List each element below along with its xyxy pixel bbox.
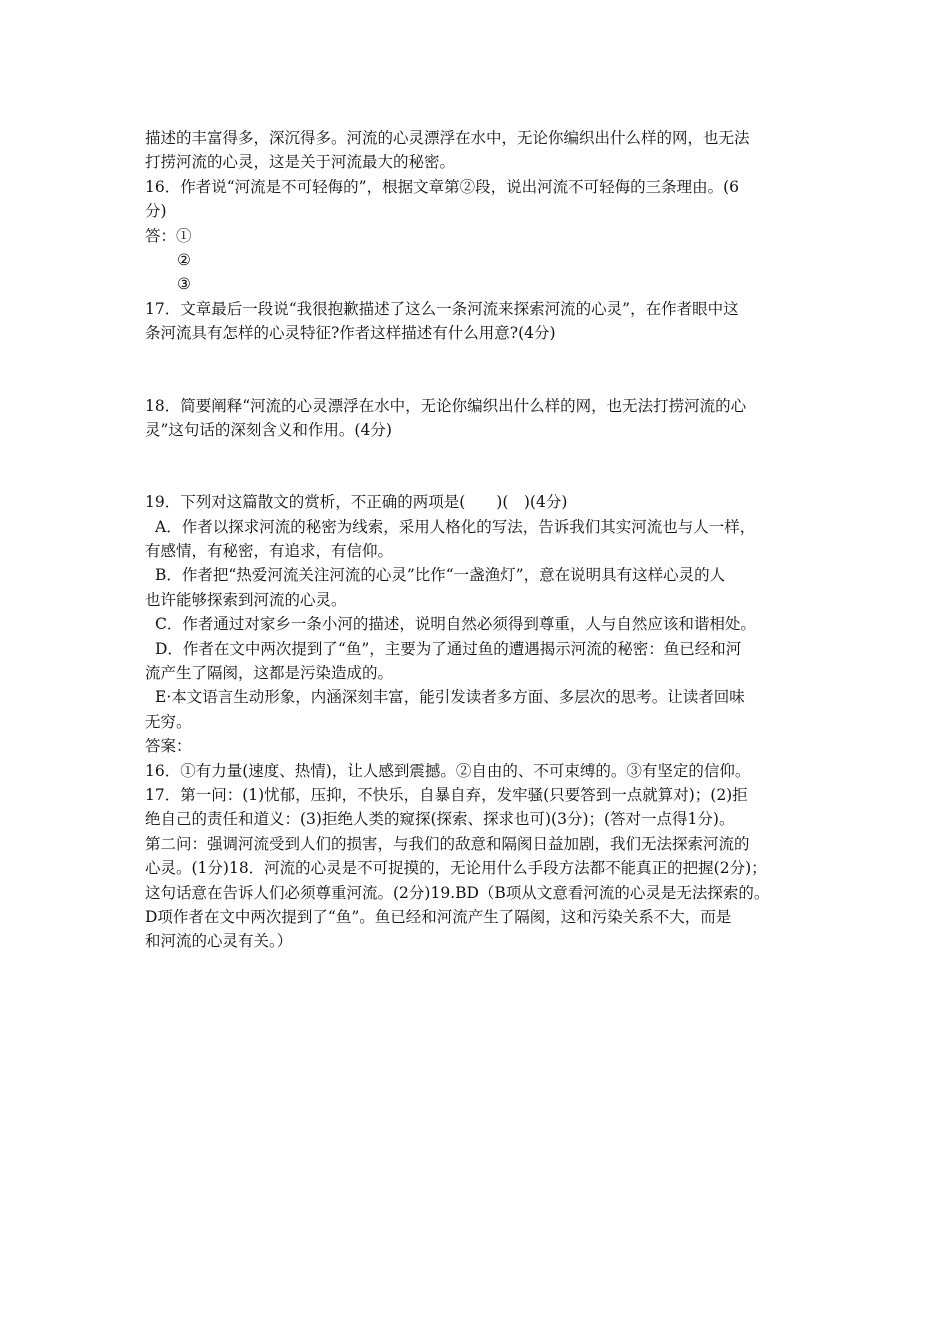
passage-tail: [145, 126, 815, 175]
option-d: D．作者在文中两次提到了“鱼”，主要为了通过鱼的遭遇揭示河流的秘密：鱼已经和河: [155, 639, 742, 658]
question-18: [145, 394, 815, 443]
question-18-text: 灵”这句话的深刻含义和作用。(4分): [145, 420, 392, 439]
option-e: E·本文语言生动形象，内涵深刻丰富，能引发读者多方面、多层次的思考。让读者回味: [155, 688, 745, 707]
answer-key-line: 心灵。(1分)18．河流的心灵是不可捉摸的，无论用什么手段方法都不能真正的把握(2分)；: [145, 859, 767, 878]
answer-key-line: 第二问：强调河流受到人们的损害，与我们的敌意和隔阂日益加剧，我们无法探索河流的: [145, 834, 750, 853]
question-16-text: 16．作者说“河流是不可轻侮的”，根据文章第②段，说出河流不可轻侮的三条理由。(6: [145, 177, 739, 196]
question-16-text: 分): [145, 202, 167, 221]
option-c: C．作者通过对家乡一条小河的描述，说明自然必须得到尊重，人与自然应该和谐相处。: [155, 615, 756, 634]
option-b: B．作者把“热爱河流关注河流的心灵”比作“一盏渔灯”，意在说明具有这样心灵的人: [155, 566, 726, 585]
answer-key-line: 17．第一问：(1)忧郁，压抑，不快乐，自暴自弃，发牢骚(只要答到一点就算对)；(2)拒: [145, 785, 748, 804]
option-a-cont: 有感情，有秘密，有追求，有信仰。: [145, 542, 394, 561]
question-17-text: 17．文章最后一段说“我很抱歉描述了这么一条河流来探索河流的心灵”，在作者眼中这: [145, 299, 739, 318]
option-e-cont: 无穷。: [145, 712, 192, 731]
option-a: A．作者以探求河流的秘密为线索，采用人格化的写法，告诉我们其实河流也与人一样，: [155, 517, 756, 536]
option-b-cont: 也许能够探索到河流的心灵。: [145, 590, 347, 609]
answer-key-heading: 答案：: [145, 737, 192, 756]
passage-line: 描述的丰富得多，深沉得多。河流的心灵漂浮在水中，无论你编织出什么样的网，也无法: [145, 129, 750, 147]
answer-space: [145, 442, 815, 490]
answer-label: 答：①: [145, 226, 192, 245]
answer-key-line: 和河流的心灵有关。）: [145, 932, 293, 951]
answer-space: [145, 346, 815, 394]
answer-key-line: 这句话意在告诉人们必须尊重河流。(2分)19.BD（B项从文意看河流的心灵是无法探索的。: [145, 883, 770, 902]
answer-key-line: D项作者在文中两次提到了“鱼”。鱼已经和河流产生了隔阂，这和污染关系不大，而是: [145, 907, 732, 926]
question-19-stem: 19．下列对这篇散文的赏析，不正确的两项是( )( )(4分): [145, 493, 568, 512]
option-d-cont: 流产生了隔阂，这都是污染造成的。: [145, 664, 394, 683]
question-16: [145, 175, 815, 297]
question-18-text: 18．简要阐释“河流的心灵漂浮在水中，无论你编织出什么样的网，也无法打捞河流的心: [145, 396, 747, 415]
answer-key-line: 16．①有力量(速度、热情)，让人感到震撼。②自由的、不可束缚的。③有坚定的信仰。: [145, 761, 751, 780]
question-17-text: 条河流具有怎样的心灵特征?作者这样描述有什么用意?(4分): [145, 324, 556, 343]
answer-key: [145, 734, 815, 954]
document-page: [145, 126, 815, 954]
passage-line: 打捞河流的心灵，这是关于河流最大的秘密。: [145, 153, 456, 172]
answer-key-line: 绝自己的责任和道义：(3)拒绝人类的窥探(探索、探求也可)(3分)；(答对一点得1分)。: [145, 810, 735, 829]
question-19: [145, 490, 815, 734]
answer-blank-3: ③: [177, 275, 191, 294]
answer-blank-2: ②: [177, 250, 191, 269]
question-17: [145, 297, 815, 346]
